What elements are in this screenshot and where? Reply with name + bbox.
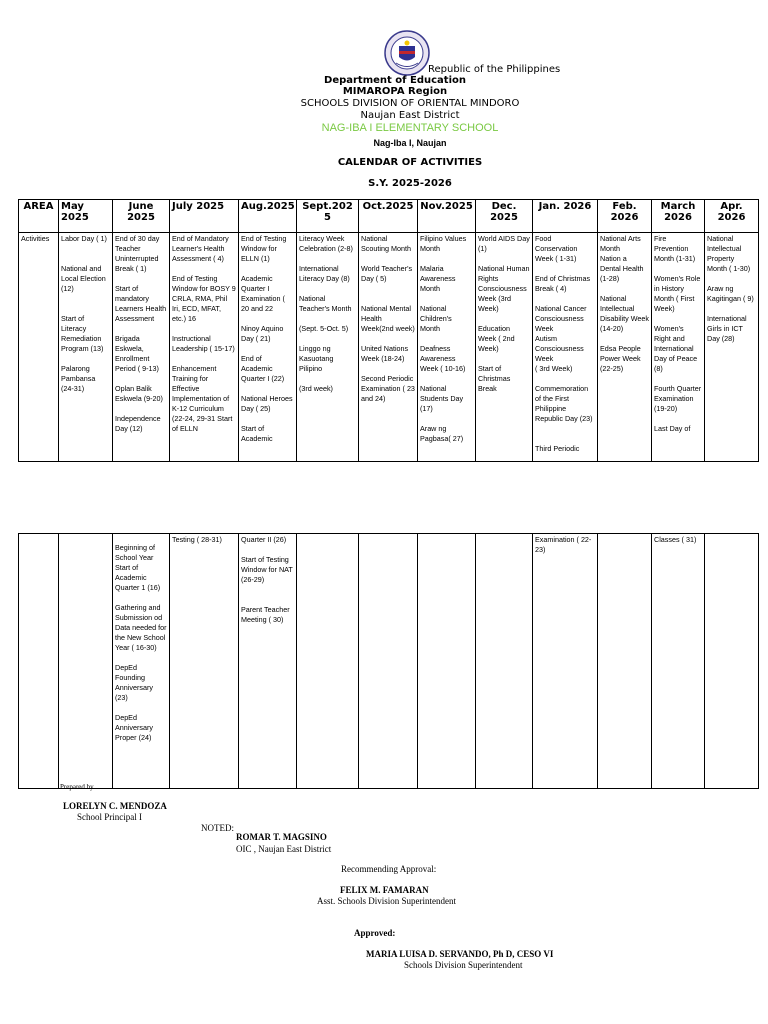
column-header: May 2025	[59, 200, 113, 233]
table-cell	[598, 534, 652, 789]
table-cell: Beginning of School Year Start of Academic Quarter 1 (16) Gathering and Submission od Data needed for the New School Year ( 16-30) DepEd Founding Anniversary (23) DepEd Anniversary Proper (24)	[113, 534, 170, 789]
column-header: Jan. 2026	[533, 200, 598, 233]
sds-title: Schools Division Superintendent	[404, 960, 523, 970]
table-cell: Examination ( 22-23)	[533, 534, 598, 789]
sds-name: MARIA LUISA D. SERVANDO, Ph D, CESO VI	[366, 949, 554, 959]
school-address: Nag-Iba I, Naujan	[373, 138, 447, 148]
column-header: Oct.2025	[359, 200, 418, 233]
table-cell: Food Conservation Week ( 1-31) End of Christmas Break ( 4) National Cancer Consciousness Week Autism Consciousness Week ( 3rd Week) Commemoration of the First Philippine Republic Day (23) Third Periodic	[533, 233, 598, 462]
oic-title: OIC , Naujan East District	[236, 844, 332, 854]
column-header: Apr. 2026	[705, 200, 759, 233]
republic-line: Republic of the Philippines	[428, 64, 561, 75]
table-cell: National Scouting Month World Teacher's Day ( 5) National Mental Health Week(2nd week) United Nations Week (18-24) Second Periodic Examination ( 23 and 24)	[359, 233, 418, 462]
column-header: Feb. 2026	[598, 200, 652, 233]
table-cell: Filipino Values Month Malaria Awareness Month National Children's Month Deafness Awareness Week ( 10-16) National Students Day (17) Araw ng Pagbasa( 27)	[418, 233, 476, 462]
column-header: Dec. 2025	[476, 200, 533, 233]
column-header: AREA	[19, 200, 59, 233]
table-cell	[418, 534, 476, 789]
table-cell: End of 30 day Teacher Uninterrupted Break ( 1) Start of mandatory Learners Health Assessment Brigada Eskwela, Enrollment Period ( 9-13) Oplan Balik Eskwela (9-20) Independence Day (12)	[113, 233, 170, 462]
department-name: Department of Education	[324, 75, 466, 86]
table-cell: National Intellectual Property Month ( 1-30) Araw ng Kagitingan ( 9) International Girls in ICT Day (28)	[705, 233, 759, 462]
asds-title: Asst. Schools Division Superintendent	[317, 896, 456, 906]
table-cell	[59, 534, 113, 789]
region-name: MIMAROPA Region	[342, 86, 448, 97]
table-cell	[705, 534, 759, 789]
deped-seal-logo	[384, 30, 430, 76]
school-name: NAG-IBA I ELEMENTARY SCHOOL	[321, 122, 499, 134]
table-row	[19, 534, 759, 789]
column-header: June 2025	[113, 200, 170, 233]
table-cell: Classes ( 31)	[652, 534, 705, 789]
division-name: SCHOOLS DIVISION OF ORIENTAL MINDORO	[300, 98, 520, 109]
table-cell: Fire Prevention Month (1-31) Women's Role in History Month ( First Week) Women's Right and International Day of Peace (8) Fourth Quarter Examination (19-20) Last Day of	[652, 233, 705, 462]
oic-name: ROMAR T. MAGSINO	[236, 832, 327, 842]
header-row	[19, 200, 759, 233]
table-cell	[359, 534, 418, 789]
area-cell	[19, 534, 59, 789]
calendar-table-page-1	[18, 199, 759, 462]
table-cell	[297, 534, 359, 789]
principal-name: LORELYN C. MENDOZA	[63, 801, 167, 811]
table-cell: End of Mandatory Learner's Health Assessment ( 4) End of Testing Window for BOSY 9 CRLA, RMA, Phil Iri, ECD, MFAT, etc.) 16 Instructional Leadership ( 15-17) Enhancement Training for Effective Implementation of K-12 Curriculum (22-24, 29-31 Start of ELLN	[170, 233, 239, 462]
column-header: Sept.202 5	[297, 200, 359, 233]
table-row	[19, 233, 759, 462]
calendar-title: CALENDAR OF ACTIVITIES	[337, 157, 483, 168]
table-cell: Labor Day ( 1) National and Local Election (12) Start of Literacy Remediation Program (13) Palarong Pambansa (24-31)	[59, 233, 113, 462]
table-cell: National Arts Month Nation a Dental Health (1-28) National Intellectual Disability Week (14-20) Edsa People Power Week (22-25)	[598, 233, 652, 462]
column-header: March 2026	[652, 200, 705, 233]
table-cell: Quarter II (26) Start of Testing Window for NAT (26-29) Parent Teacher Meeting ( 30)	[239, 534, 297, 789]
column-header: Aug.2025	[239, 200, 297, 233]
table-cell	[476, 534, 533, 789]
district-name: Naujan East District	[360, 110, 460, 121]
asds-name: FELIX M. FAMARAN	[340, 885, 429, 895]
area-cell: Activities	[19, 233, 59, 462]
column-header: Nov.2025	[418, 200, 476, 233]
table-cell: Testing ( 28-31)	[170, 534, 239, 789]
prepared-by-label: Prepared by	[60, 783, 94, 791]
table-cell: Literacy Week Celebration (2-8) International Literacy Day (8) National Teacher's Month (Sept. 5-Oct. 5) Linggo ng Kasuotang Pilipino (3rd week)	[297, 233, 359, 462]
calendar-table-page-2	[18, 533, 759, 789]
school-year: S.Y. 2025-2026	[368, 178, 452, 189]
table-cell: World AIDS Day (1) National Human Rights Consciousness Week (3rd Week) Education Week ( 2nd Week) Start of Christmas Break	[476, 233, 533, 462]
column-header: July 2025	[170, 200, 239, 233]
approved-label: Approved:	[354, 928, 396, 938]
recommending-label: Recommending Approval:	[341, 864, 437, 874]
table-cell: End of Testing Window for ELLN (1) Academic Quarter I Examination ( 20 and 22 Ninoy Aquino Day ( 21) End of Academic Quarter I (22) National Heroes Day ( 25) Start of Academic	[239, 233, 297, 462]
principal-title: School Principal I	[77, 812, 142, 822]
noted-label: NOTED:	[201, 823, 234, 833]
